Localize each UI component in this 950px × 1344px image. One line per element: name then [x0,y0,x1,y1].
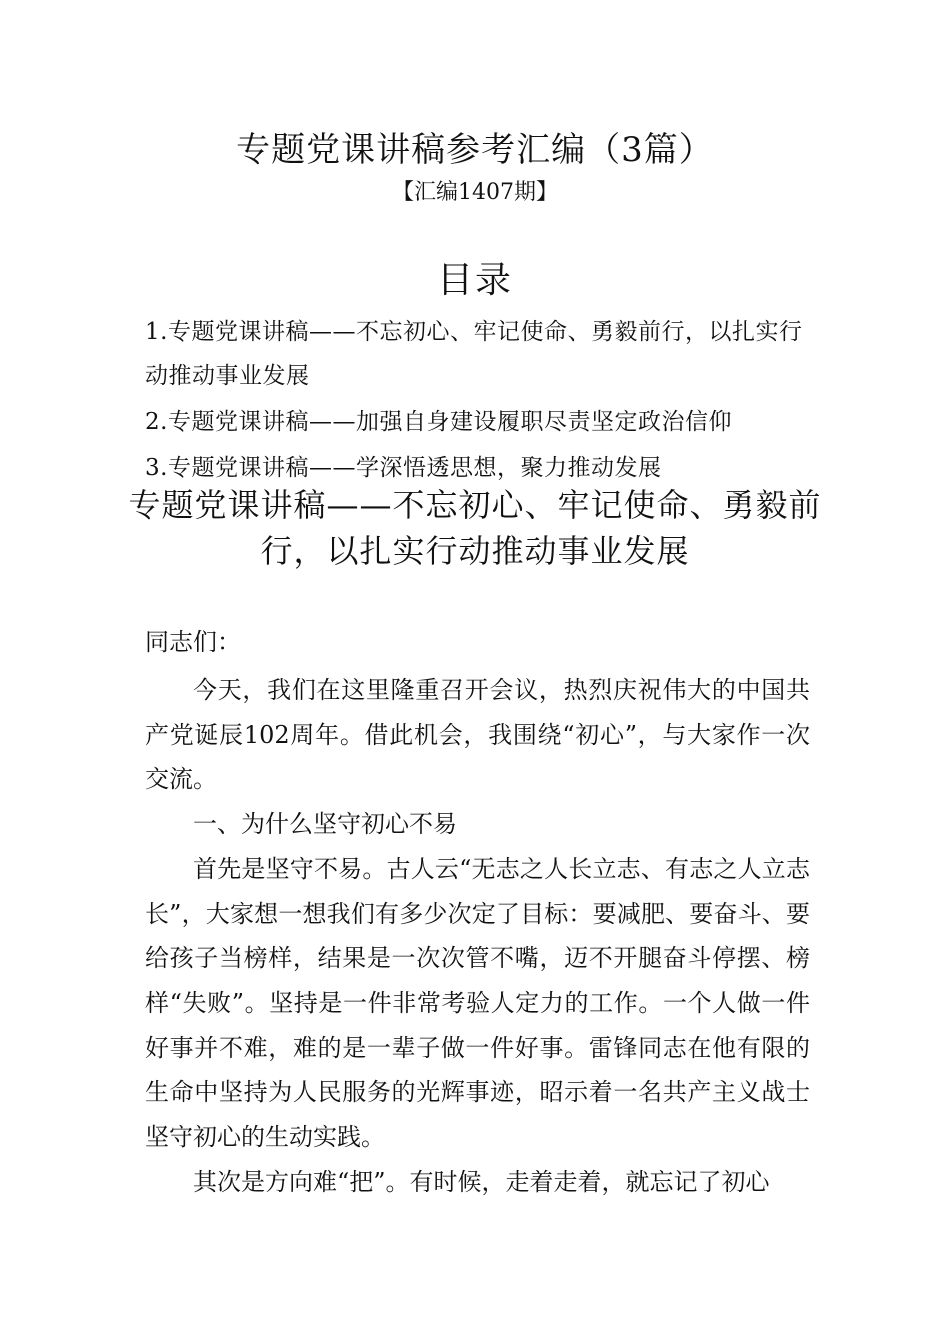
document-title: 专题党课讲稿参考汇编（3篇） [236,130,714,170]
table-of-contents [145,310,810,492]
salutation: 同志们： [145,628,241,656]
toc-item-3: 3.专题党课讲稿——学深悟透思想，聚力推动发展 [145,455,662,481]
toc-heading: 目录 [436,260,513,301]
paragraph-3: 其次是方向难“把”。有时候，走着走着，就忘记了初心 [193,1167,770,1196]
document-edition: 【汇编1407期】 [392,180,558,205]
paragraph-2: 首先是坚守不易。古人云“无志之人长立志、有志之人立志长”，大家想一想我们有多少次定了目标：要减肥、要奋斗、要给孩子当榜样，结果是一次次管不嘴，迈不开腿奋斗停摆、榜样“失败”。坚持是一件非常考验人定力的工作。一个人做一件好事并不难，难的是一辈子做一件好事。雷锋同志在他有限的生命中坚持为人民服务的光辉事迹，昭示着一名共产主义战士坚守初心的生动实践。 [145,854,810,1152]
toc-item-1: 1.专题党课讲稿——不忘初心、牢记使命、勇毅前行，以扎实行动推动事业发展 [145,319,803,389]
paragraph-1: 今天，我们在这里隆重召开会议，热烈庆祝伟大的中国共产党诞辰102周年。借此机会，我围绕“初心”，与大家作一次交流。 [145,676,810,794]
article-title: 专题党课讲稿——不忘初心、牢记使命、勇毅前行，以扎实行动推动事业发展 [128,486,822,570]
toc-item-2: 2.专题党课讲稿——加强自身建设履职尽责坚定政治信仰 [145,409,732,435]
section-heading-1: 一、为什么坚守初心不易 [193,810,457,839]
article-body [145,620,810,1204]
